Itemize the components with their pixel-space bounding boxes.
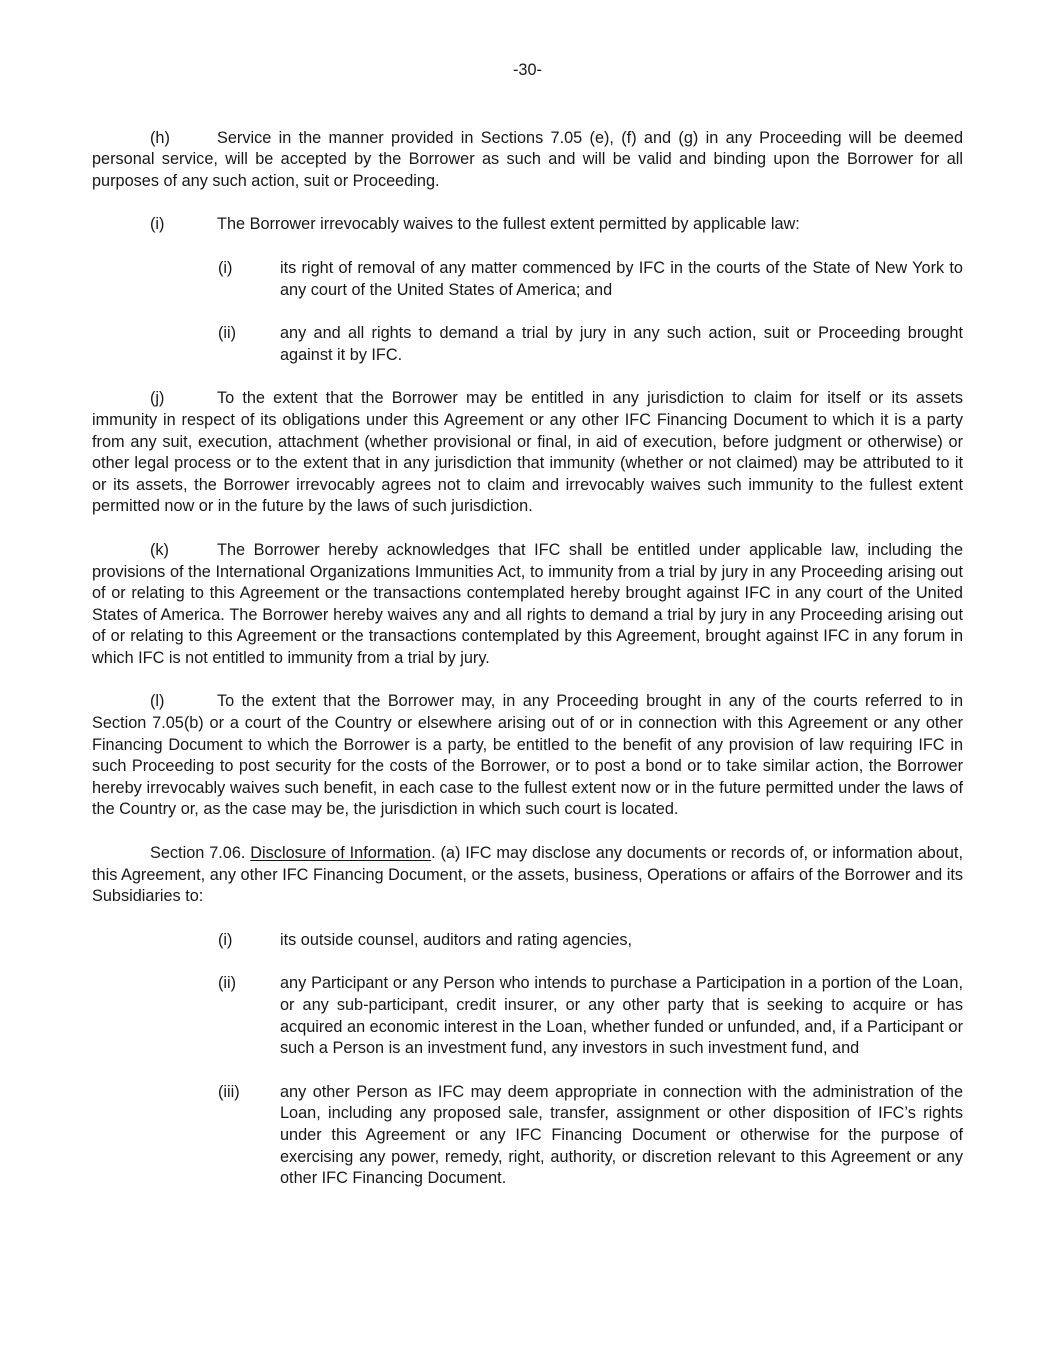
paragraph-i: [92, 214, 963, 236]
list-item-text: any Participant or any Person who intends to purchase a Participation in a portion of the Loan, or any sub-participant, credit insurer, or any other party that is seeking to acquire or has acquired an economic interest in the Loan, whether funded or unfunded, and, if a Participant or such a Person is an investment fund, any investors in such investment fund, and: [280, 974, 963, 1058]
list-item-text: its right of removal of any matter commenced by IFC in the courts of the State of New York to any court of the United States of America; and: [280, 258, 963, 299]
paragraph-h: [92, 128, 963, 193]
paragraph-k-label: (k): [150, 540, 169, 559]
section-7-06: [92, 843, 963, 908]
list-item: [218, 323, 963, 366]
section-7-06-lead: Section 7.06.: [150, 844, 251, 863]
section-7-06-heading: Disclosure of Information: [250, 844, 432, 863]
paragraph-i-label: (i): [150, 215, 165, 234]
paragraph-j-label: (j): [150, 389, 165, 408]
page-number: -30-: [513, 61, 542, 79]
paragraph-i-text: The Borrower irrevocably waives to the fullest extent permitted by applicable law:: [217, 215, 800, 234]
paragraph-l-text: To the extent that the Borrower may, in any Proceeding brought in any of the courts referred to in Section 7.05(b) or a court of the Country or elsewhere arising out of or in connection with this Agreement or any other Financing Document to which the Borrower is a party, be entitled to the benefit of any provision of law requiring IFC in such Proceeding to post security for the costs of the Borrower, or to post a bond or to take similar action, the Borrower hereby irrevocably waives such benefit, in each case to the fullest extent now or in the future permitted under the laws of the Country or, as the case may be, the jurisdiction in which such court is located.: [92, 692, 963, 819]
paragraph-j-text: To the extent that the Borrower may be entitled in any jurisdiction to claim for itself or its assets immunity in respect of its obligations under this Agreement or any other IFC Financing Document to which it is a party from any suit, execution, attachment (whether provisional or final, in aid of execution, before judgment or otherwise) or other legal process or to the extent that in any jurisdiction that immunity (whether or not claimed) may be attributed to it or its assets, the Borrower irrevocably agrees not to claim and irrevocably waives such immunity to the fullest extent permitted now or in the future by the laws of such jurisdiction.: [92, 389, 963, 516]
list-item: [218, 973, 963, 1059]
paragraph-h-text: Service in the manner provided in Sections 7.05 (e), (f) and (g) in any Proceeding will be deemed personal service, will be accepted by the Borrower as such and will be valid and binding upon the Borrower for all purposes of any such action, suit or Proceeding.: [92, 128, 963, 190]
list-item-text: any other Person as IFC may deem appropriate in connection with the administration of the Loan, including any proposed sale, transfer, assignment or other disposition of IFC’s rights under this Agreement or any IFC Financing Document or otherwise for the purpose of exercising any power, remedy, right, authority, or discretion relevant to this Agreement or any other IFC Financing Document.: [280, 1082, 963, 1188]
paragraph-h-label: (h): [150, 128, 170, 147]
paragraph-l-label: (l): [150, 692, 165, 711]
paragraph-k: [92, 540, 963, 670]
list-item: [218, 258, 963, 301]
list-item: [218, 930, 963, 952]
list-item-number: (ii): [218, 974, 237, 993]
paragraph-k-text: The Borrower hereby acknowledges that IFC shall be entitled under applicable law, including the provisions of the International Organizations Immunities Act, to immunity from a trial by jury in any Proceeding arising out of or relating to this Agreement or the transactions contemplated hereby brought against IFC in any court of the United States of America. The Borrower hereby waives any and all rights to demand a trial by jury in any Proceeding arising out of or relating to this Agreement or the transactions contemplated by this Agreement, brought against IFC in any forum in which IFC is not entitled to immunity from a trial by jury.: [92, 540, 963, 667]
paragraph-j: [92, 388, 963, 518]
list-item-number: (i): [218, 930, 233, 949]
paragraph-l: [92, 691, 963, 821]
list-item-number: (iii): [218, 1082, 240, 1101]
list-item-text: its outside counsel, auditors and rating agencies,: [280, 930, 633, 949]
list-item: [218, 1082, 963, 1190]
section-7-06-text: . (a) IFC may disclose any documents or records of, or information about, this Agreement, any other IFC Financing Document, or the assets, business, Operations or affairs of the Borrower and its Subsidiaries to:: [92, 844, 963, 906]
list-item-number: (i): [218, 258, 233, 277]
list-item-number: (ii): [218, 324, 237, 343]
list-item-text: any and all rights to demand a trial by jury in any such action, suit or Proceeding brought against it by IFC.: [280, 324, 963, 364]
